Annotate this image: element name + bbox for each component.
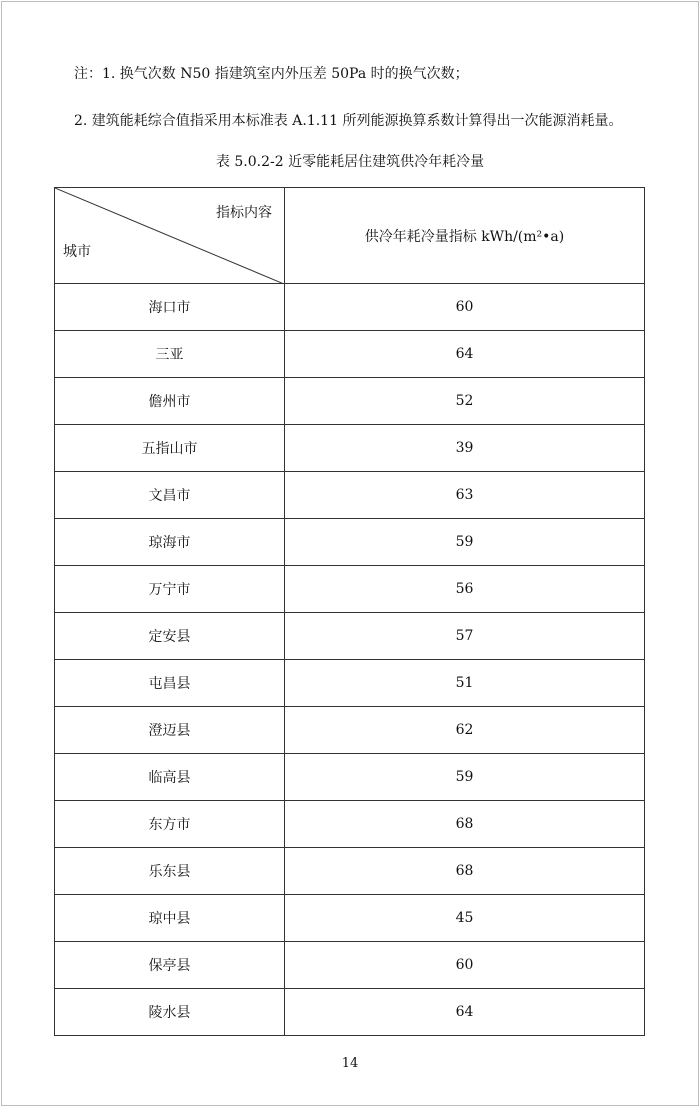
city-cell: 万宁市 — [55, 566, 285, 613]
value-cell: 45 — [285, 895, 645, 942]
value-cell: 63 — [285, 472, 645, 519]
value-cell: 59 — [285, 754, 645, 801]
city-cell: 屯昌县 — [55, 660, 285, 707]
value-cell: 52 — [285, 378, 645, 425]
table-header-row — [55, 188, 645, 284]
header-value-label: 供冷年耗冷量指标 kWh/(m²•a) — [285, 188, 645, 284]
table-row — [55, 895, 645, 942]
table-row — [55, 801, 645, 848]
value-cell: 56 — [285, 566, 645, 613]
table-row — [55, 707, 645, 754]
table-row — [55, 378, 645, 425]
city-cell: 海口市 — [55, 284, 285, 331]
table-row — [55, 566, 645, 613]
value-cell: 68 — [285, 848, 645, 895]
value-cell: 68 — [285, 801, 645, 848]
table-row — [55, 660, 645, 707]
table-row — [55, 284, 645, 331]
city-cell: 临高县 — [55, 754, 285, 801]
table-row — [55, 942, 645, 989]
table-row — [55, 989, 645, 1036]
diagonal-header-cell — [55, 188, 285, 284]
table-row — [55, 848, 645, 895]
value-cell: 51 — [285, 660, 645, 707]
city-cell: 五指山市 — [55, 425, 285, 472]
table-row — [55, 519, 645, 566]
header-indicator-label: 指标内容 — [216, 205, 272, 221]
city-cell: 东方市 — [55, 801, 285, 848]
note-2: 2. 建筑能耗综合值指采用本标准表 A.1.11 所列能源换算系数计算得出一次能源消耗量。 — [74, 113, 623, 129]
page-number: 14 — [341, 1056, 359, 1071]
table-caption: 表 5.0.2-2 近零能耗居住建筑供冷年耗冷量 — [215, 154, 485, 170]
value-cell: 64 — [285, 331, 645, 378]
city-cell: 三亚 — [55, 331, 285, 378]
cooling-table — [54, 187, 645, 1036]
value-cell: 60 — [285, 284, 645, 331]
table-row — [55, 613, 645, 660]
city-cell: 保亭县 — [55, 942, 285, 989]
value-cell: 59 — [285, 519, 645, 566]
value-cell: 60 — [285, 942, 645, 989]
city-cell: 定安县 — [55, 613, 285, 660]
city-cell: 琼海市 — [55, 519, 285, 566]
note-1: 注：1. 换气次数 N50 指建筑室内外压差 50Pa 时的换气次数； — [74, 66, 469, 82]
value-cell: 64 — [285, 989, 645, 1036]
city-cell: 儋州市 — [55, 378, 285, 425]
value-cell: 39 — [285, 425, 645, 472]
value-cell: 62 — [285, 707, 645, 754]
table-row — [55, 472, 645, 519]
city-cell: 琼中县 — [55, 895, 285, 942]
city-cell: 乐东县 — [55, 848, 285, 895]
header-city-label: 城市 — [63, 244, 91, 260]
value-cell: 57 — [285, 613, 645, 660]
city-cell: 陵水县 — [55, 989, 285, 1036]
city-cell: 文昌市 — [55, 472, 285, 519]
table-row — [55, 425, 645, 472]
city-cell: 澄迈县 — [55, 707, 285, 754]
table-row — [55, 331, 645, 378]
table-row — [55, 754, 645, 801]
